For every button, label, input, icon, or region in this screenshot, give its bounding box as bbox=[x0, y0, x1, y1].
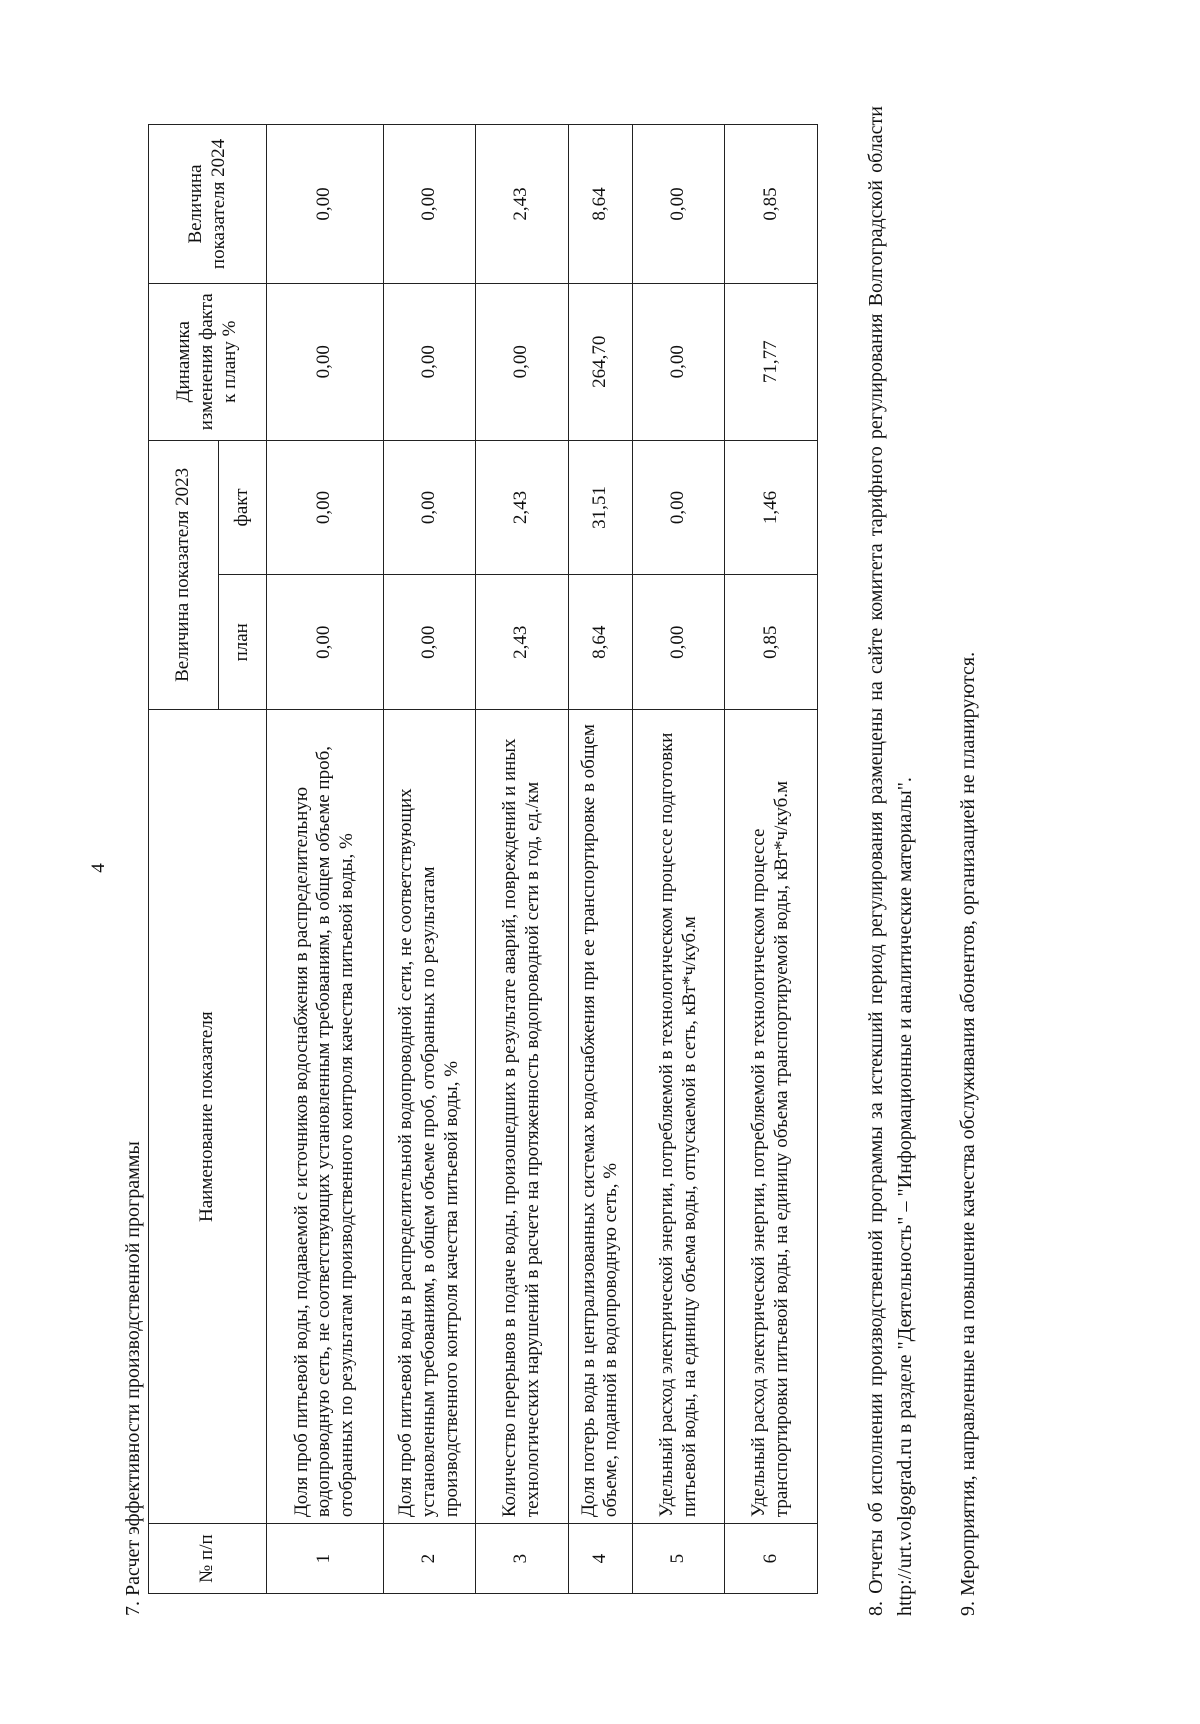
table-row bbox=[383, 125, 476, 1594]
value-2024: 0,00 bbox=[632, 125, 725, 284]
value-2024: 2,43 bbox=[476, 125, 569, 284]
table-row bbox=[725, 125, 818, 1594]
indicator-name: Удельный расход электрической энергии, потребляемой в технологическом процессе транспортировки питьевой воды, на единицу объема транспортируемой воды, кВт*ч/куб.м bbox=[725, 710, 818, 1524]
indicator-name: Доля проб питьевой воды в распределительной водопроводной сети, не соответствующих установленным требованиям, в общем объеме проб, отобранных по результатам производственного контроля качества питьевой воды, % bbox=[383, 710, 476, 1524]
header-plan: план bbox=[219, 575, 267, 710]
plan-2023: 2,43 bbox=[476, 575, 569, 710]
header-name: Наименование показателя bbox=[149, 710, 267, 1524]
row-number: 2 bbox=[383, 1524, 476, 1594]
header-dynamics: Динамика изменения факта к плану % bbox=[149, 283, 267, 440]
plan-2023: 0,00 bbox=[267, 575, 384, 710]
value-2024: 0,00 bbox=[383, 125, 476, 284]
plan-2023: 0,00 bbox=[632, 575, 725, 710]
efficiency-table bbox=[148, 124, 818, 1594]
table-row bbox=[568, 125, 632, 1594]
fact-2023: 1,46 bbox=[725, 440, 818, 575]
header-fact: факт bbox=[219, 440, 267, 575]
indicator-name: Количество перерывов в подаче воды, произошедших в результате аварий, повреждений и иных технологических нарушений в расчете на протяженность водопроводной сети в год, ед./км bbox=[476, 710, 569, 1524]
dynamics-value: 0,00 bbox=[632, 283, 725, 440]
fact-2023: 0,00 bbox=[267, 440, 384, 575]
table-row bbox=[267, 125, 384, 1594]
fact-2023: 2,43 bbox=[476, 440, 569, 575]
header-value-2024: Величина показателя 2024 bbox=[149, 125, 267, 284]
fact-2023: 0,00 bbox=[632, 440, 725, 575]
indicator-name: Удельный расход электрической энергии, потребляемой в технологическом процессе подготовки питьевой воды, на единицу объема воды, отпускаемой в сеть, кВт*ч/куб.м bbox=[632, 710, 725, 1524]
dynamics-value: 0,00 bbox=[267, 283, 384, 440]
plan-2023: 0,85 bbox=[725, 575, 818, 710]
indicator-name: Доля потерь воды в централизованных системах водоснабжения при ее транспортировке в общем объеме, поданной в водопроводную сеть, % bbox=[568, 710, 632, 1524]
note-9: 9. Мероприятия, направленные на повышение качества обслуживания абонентов, организацией не планируются. bbox=[957, 651, 979, 1616]
note-8: 8. Отчеты об исполнении производственной программы за истекший период регулирования размещены на сайте комитета тарифного регулирования Волгоградской области http://urt.volgograd.ru в разделе "Деятельность" – "Информационные и аналитические материалы". bbox=[865, 106, 916, 1616]
page-number: 4 bbox=[88, 863, 109, 873]
value-2024: 8,64 bbox=[568, 125, 632, 284]
section-title: 7. Расчет эффективности производственной программы bbox=[122, 1141, 144, 1616]
table-row bbox=[476, 125, 569, 1594]
row-number: 3 bbox=[476, 1524, 569, 1594]
table-row bbox=[632, 125, 725, 1594]
value-2024: 0,00 bbox=[267, 125, 384, 284]
header-number: № п/п bbox=[149, 1524, 267, 1594]
plan-2023: 8,64 bbox=[568, 575, 632, 710]
fact-2023: 0,00 bbox=[383, 440, 476, 575]
row-number: 4 bbox=[568, 1524, 632, 1594]
plan-2023: 0,00 bbox=[383, 575, 476, 710]
dynamics-value: 0,00 bbox=[383, 283, 476, 440]
dynamics-value: 264,70 bbox=[568, 283, 632, 440]
row-number: 6 bbox=[725, 1524, 818, 1594]
row-number: 1 bbox=[267, 1524, 384, 1594]
dynamics-value: 0,00 bbox=[476, 283, 569, 440]
dynamics-value: 71,77 bbox=[725, 283, 818, 440]
fact-2023: 31,51 bbox=[568, 440, 632, 575]
indicator-name: Доля проб питьевой воды, подаваемой с источников водоснабжения в распределительную водопроводную сеть, не соответствующих установленным требованиям, в общем объеме проб, отобранных по результатам производственного контроля качества питьевой воды, % bbox=[267, 710, 384, 1524]
value-2024: 0,85 bbox=[725, 125, 818, 284]
notes-section bbox=[862, 106, 983, 1616]
header-value-2023: Величина показателя 2023 bbox=[149, 440, 219, 710]
row-number: 5 bbox=[632, 1524, 725, 1594]
